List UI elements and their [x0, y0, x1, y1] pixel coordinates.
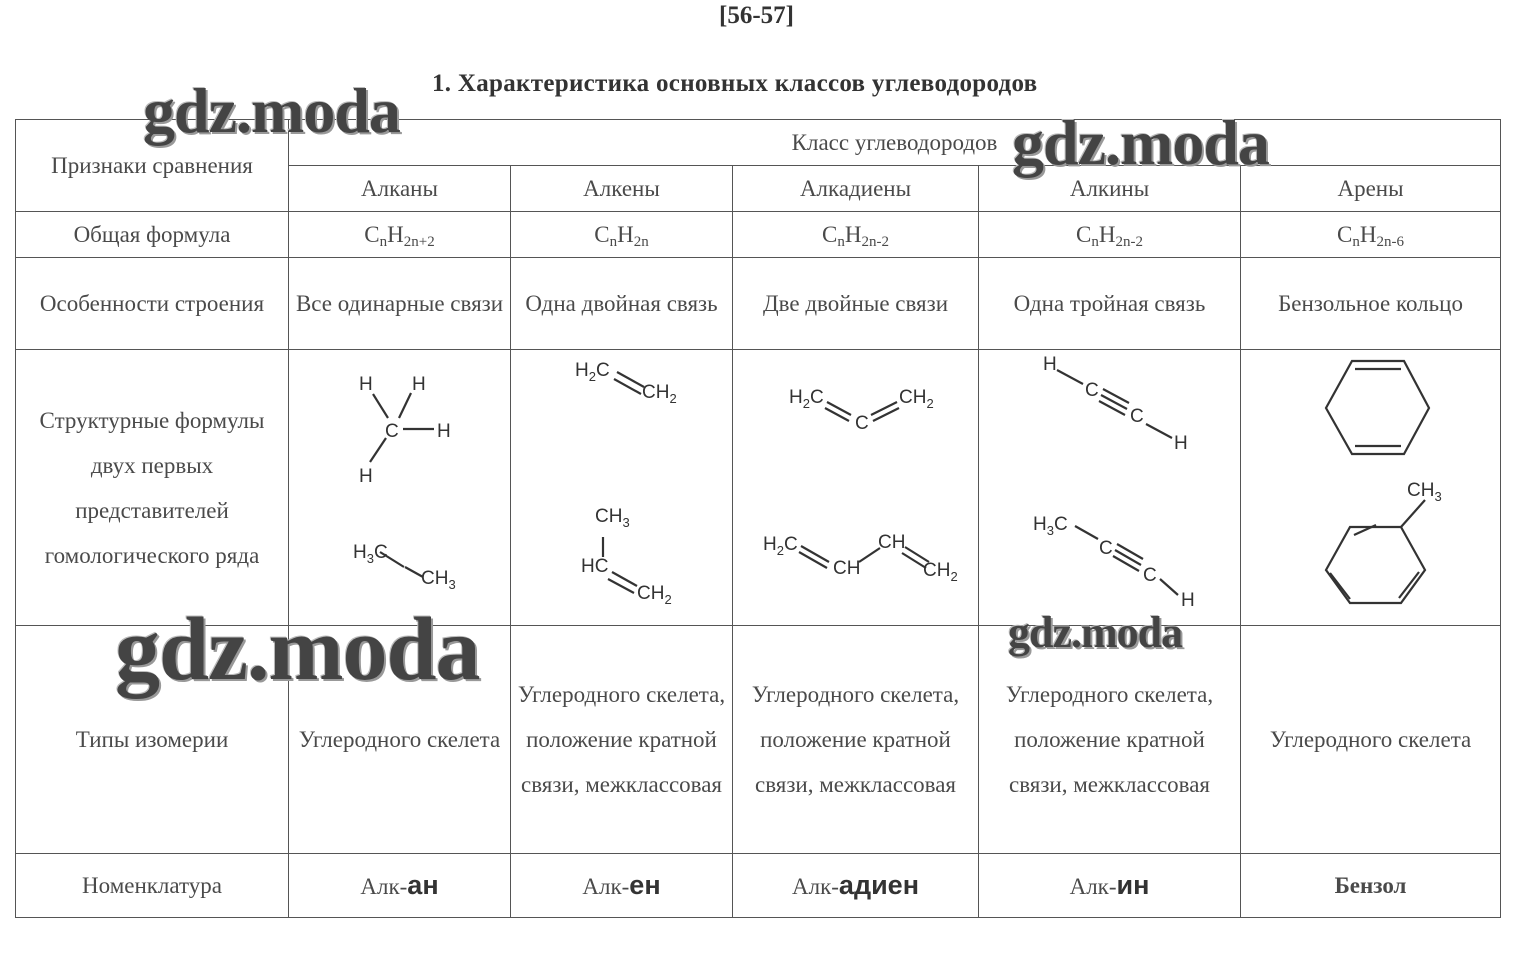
svg-text:H3C: $H_3C$	[1033, 514, 1068, 538]
structure-cell: Все одинарные связи	[289, 258, 511, 350]
svg-text:H: H	[1043, 354, 1057, 375]
structure-cell: Бензольное кольцо	[1241, 258, 1501, 350]
svg-text:C: C	[1099, 538, 1113, 559]
svg-text:H2C: $H_2C$	[789, 387, 824, 411]
nomenclature-cell: Бензол	[1241, 854, 1501, 918]
formula-label: Общая формула	[16, 212, 289, 258]
structure-cell: Две двойные связи	[733, 258, 979, 350]
svg-text:CH3: $CH_3$	[421, 568, 456, 592]
isomerism-cell: Углеродного скелета, положение кратной связи, межклассовая	[511, 626, 733, 854]
svg-text:H: H	[1181, 590, 1195, 611]
structure-label: Особенности строения	[16, 258, 289, 350]
formula-cell: $C_nH_{2n+2}$	[289, 212, 511, 258]
svg-text:HC: HC	[581, 556, 609, 577]
class-alkanes: Алканы	[289, 166, 511, 212]
ethyne-propyne-structure	[985, 350, 1247, 625]
hydrocarbon-classes-table	[15, 119, 1501, 918]
svg-text:CH3: $CH_3$	[595, 506, 630, 530]
svg-text:CH: CH	[833, 558, 861, 579]
class-alkynes: Алкины	[979, 166, 1241, 212]
formula-cell: $C_nH_{2n}$	[511, 212, 733, 258]
svg-text:CH3: $CH_3$	[1407, 480, 1442, 504]
methane-ethane-structure	[295, 350, 517, 625]
ethene-propene-structure	[517, 350, 739, 625]
nomenclature-cell: Алк-ан	[289, 854, 511, 918]
svg-text:CH2: $CH_2$	[923, 560, 958, 584]
svg-text:C: C	[1085, 380, 1099, 401]
watermark: gdz.moda	[115, 600, 480, 699]
structural-formula-label: Структурные формулы двух первых представителей гомологического ряда	[16, 350, 289, 626]
svg-text:H2C: $H_2C$	[763, 534, 798, 558]
svg-text:H: H	[437, 421, 451, 442]
nomenclature-label: Номенклатура	[16, 854, 289, 918]
structural-formula-alkynes	[979, 350, 1241, 626]
benzene-toluene-structure	[1247, 350, 1507, 625]
watermark: gdz.moda	[1008, 608, 1183, 657]
nomenclature-cell: Алк-ин	[979, 854, 1241, 918]
table-heading: 1. Характеристика основных классов углеводородов	[432, 70, 1038, 97]
nomenclature-cell: Алк-ен	[511, 854, 733, 918]
class-alkenes: Алкены	[511, 166, 733, 212]
svg-text:C: C	[1130, 406, 1144, 427]
svg-text:C: C	[855, 413, 869, 434]
svg-text:CH2: $CH_2$	[637, 583, 672, 607]
nomenclature-cell: Алк-адиен	[733, 854, 979, 918]
propadiene-butadiene-structure	[739, 350, 985, 625]
page-reference: [56-57]	[719, 2, 794, 29]
formula-cell: $C_nH_{2n-2}$	[733, 212, 979, 258]
isomerism-cell: Углеродного скелета	[1241, 626, 1501, 854]
svg-text:H: H	[412, 374, 426, 395]
svg-text:CH2: $CH_2$	[642, 382, 677, 406]
structure-cell: Одна двойная связь	[511, 258, 733, 350]
svg-text:H: H	[1174, 433, 1188, 454]
class-arenes: Арены	[1241, 166, 1501, 212]
isomerism-cell: Углеродного скелета, положение кратной связи, межклассовая	[733, 626, 979, 854]
structure-cell: Одна тройная связь	[979, 258, 1241, 350]
svg-text:C: C	[1143, 565, 1157, 586]
svg-text:H3C: $H_3C$	[353, 542, 388, 566]
watermark: gdz.moda	[143, 75, 400, 146]
svg-text:H2C: $H_2C$	[575, 360, 610, 384]
isomerism-cell: Углеродного скелета	[289, 626, 511, 854]
svg-text:C: C	[385, 421, 399, 442]
formula-cell: $C_nH_{2n-2}$	[979, 212, 1241, 258]
svg-text:CH2: $CH_2$	[899, 387, 934, 411]
formula-cell: $C_nH_{2n-6}$	[1241, 212, 1501, 258]
svg-text:H: H	[359, 466, 373, 487]
structural-formula-alkadienes	[733, 350, 979, 626]
structural-formula-arenes	[1241, 350, 1501, 626]
class-alkadienes: Алкадиены	[733, 166, 979, 212]
watermark: gdz.moda	[1012, 107, 1269, 178]
isomerism-cell: Углеродного скелета, положение кратной связи, межклассовая	[979, 626, 1241, 854]
criteria-header: Признаки сравнения	[16, 120, 289, 212]
svg-text:H: H	[359, 374, 373, 395]
structural-formula-alkenes	[511, 350, 733, 626]
class-header: Класс углеводородов	[289, 120, 1501, 166]
svg-text:CH: CH	[878, 532, 906, 553]
isomerism-label: Типы изомерии	[16, 626, 289, 854]
structural-formula-alkanes	[289, 350, 511, 626]
